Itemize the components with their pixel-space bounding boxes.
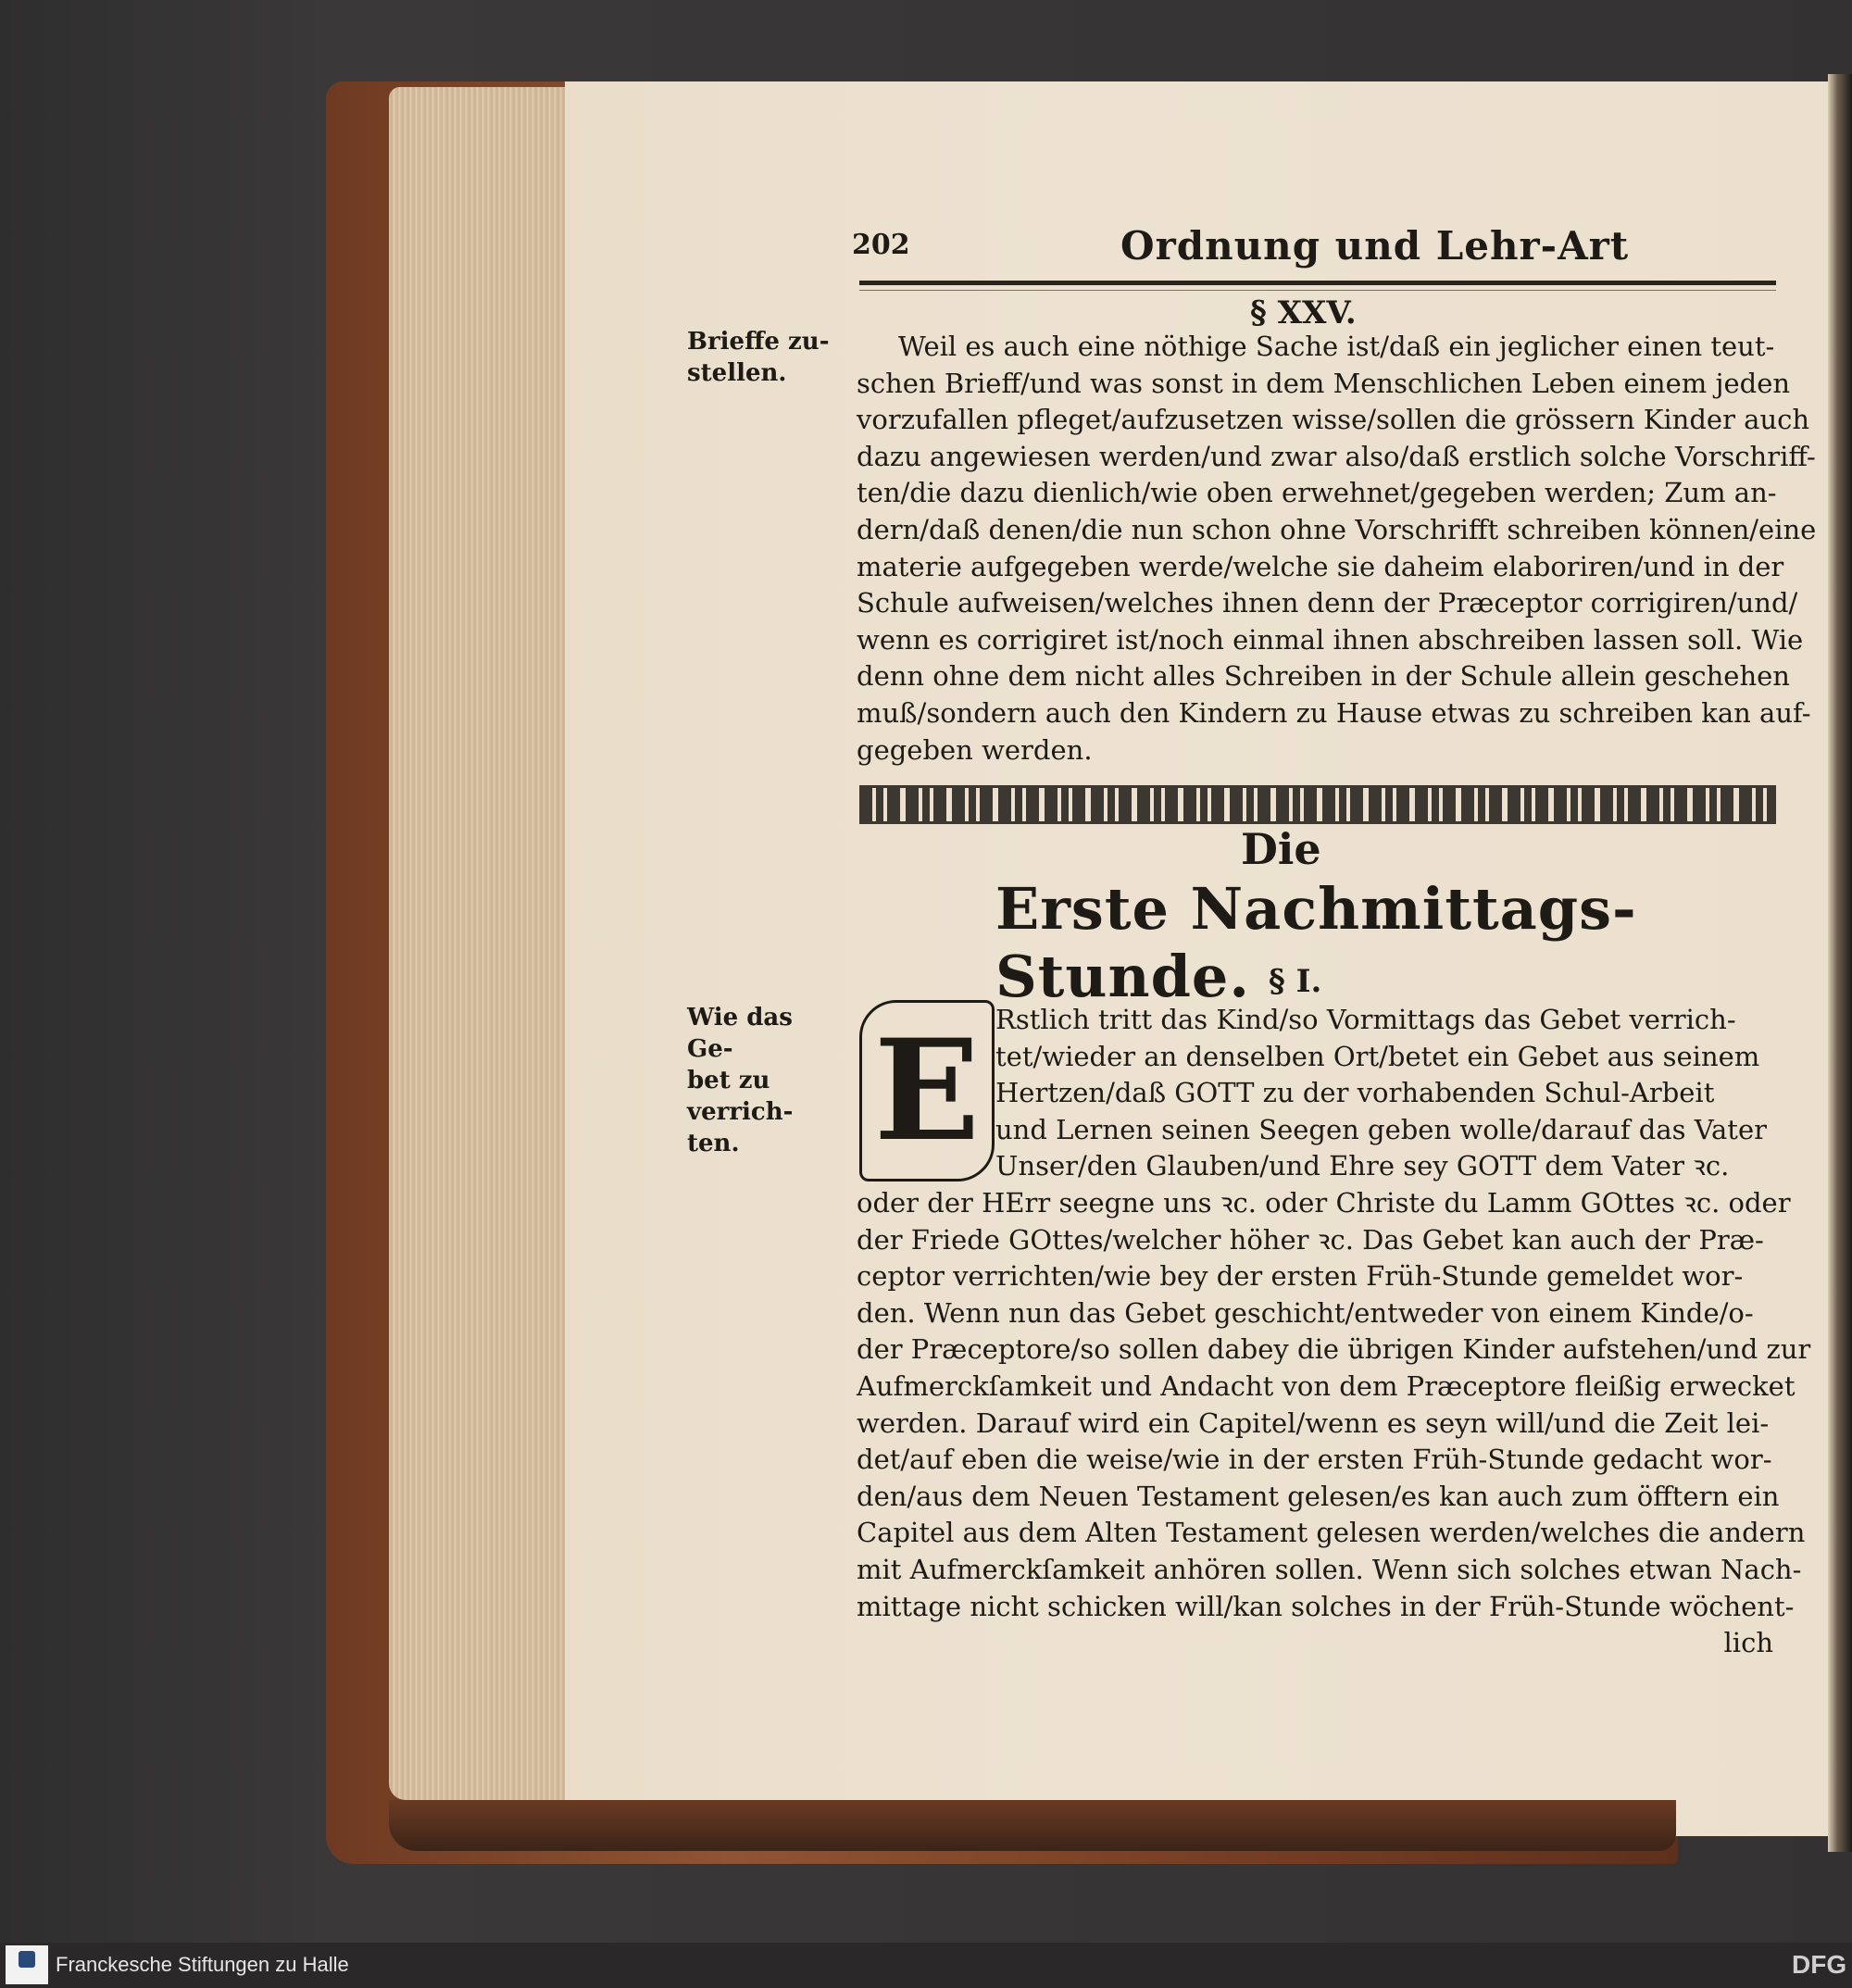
- text-line: ten/die dazu dienlich/wie oben erwehnet/gegeben werden; Zum an-: [857, 477, 1777, 509]
- text-line: Unser/den Glauben/und Ehre sey GOTT dem Vater ꝛc.: [995, 1150, 1730, 1182]
- text-line: tet/wieder an denselben Ort/betet ein Gebet aus seinem: [995, 1040, 1760, 1072]
- text-line: Hertzen/daß GOTT zu der vorhabenden Schul-Arbeit: [995, 1077, 1715, 1109]
- text-line: mittage nicht schicken will/kan solches in der Früh-Stunde wöchent-: [857, 1590, 1795, 1622]
- text-line: muß/sondern auch den Kindern zu Hause etwas zu schreiben kan auf-: [857, 696, 1811, 729]
- header-rule: [859, 281, 1776, 285]
- text-line: vorzufallen pfleget/aufzusetzen wisse/sollen die grössern Kinder auch: [857, 404, 1810, 436]
- running-head: Ordnung und Lehr-Art: [1120, 223, 1630, 269]
- section-xxv-body: [857, 329, 1817, 769]
- chapter-title: Erste Nachmittags-Stunde.: [995, 875, 1637, 1010]
- text-line: det/auf eben die weise/wie in der ersten Früh-Stunde gedacht wor-: [857, 1444, 1772, 1476]
- text-line: oder der HErr seegne uns ꝛc. oder Christe du Lamm GOttes ꝛc. oder: [857, 1187, 1791, 1219]
- text-line: werden. Darauf wird ein Capitel/wenn es seyn will/und die Zeit lei-: [857, 1407, 1770, 1439]
- dfg-logo[interactable]: DFG: [1792, 1950, 1847, 1979]
- text-line: der Friede GOttes/welcher höher ꝛc. Das Gebet kan auch der Præ-: [857, 1223, 1764, 1256]
- institution-name: Franckesche Stiftungen zu Halle: [56, 1953, 349, 1976]
- page-header: [852, 223, 1778, 275]
- text-line: dazu angewiesen werden/und zwar also/daß erstlich solche Vorschriff-: [857, 440, 1816, 472]
- text-line: den. Wenn nun das Gebet geschicht/entweder von einem Kinde/o-: [857, 1296, 1754, 1329]
- text-line: Capitel aus dem Alten Testament gelesen werden/welches die andern: [857, 1517, 1806, 1549]
- text-line: und Lernen seinen Seegen geben wolle/darauf das Vater: [995, 1113, 1767, 1145]
- text-line: Schule aufweisen/welches ihnen denn der Præceptor corrigiren/und/: [857, 587, 1798, 619]
- section-xxv-heading: § XXV.: [1250, 294, 1357, 331]
- catchword: lich: [1723, 1627, 1773, 1659]
- text-line: der Præceptore/so sollen dabey die übrigen Kinder aufstehen/und zur: [857, 1333, 1811, 1366]
- ornamental-divider: [859, 785, 1776, 824]
- text-line: wenn es corrigiret ist/noch einmal ihnen abschreiben lassen soll. Wie: [857, 623, 1804, 656]
- text-line: schen Brieff/und was sonst in dem Menschlichen Leben einem jeden: [857, 367, 1791, 399]
- text-line: dern/daß denen/die nun schon ohne Vorschrifft schreiben können/eine: [857, 513, 1817, 545]
- text-line: gegeben werden.: [857, 733, 1093, 766]
- page-number: 202: [852, 229, 910, 261]
- header-rule-thin: [859, 290, 1776, 291]
- text-line: Rstlich tritt das Kind/so Vormittags das Gebet verrich-: [995, 1004, 1736, 1035]
- text-line: Weil es auch eine nöthige Sache ist/daß ein jeglicher einen teut-: [898, 331, 1775, 362]
- text-line: Aufmerckſamkeit und Andacht von dem Præceptore fleißig erwecket: [857, 1369, 1796, 1402]
- text-line: mit Aufmerckſamkeit anhören sollen. Wenn sich solches etwan Nach-: [857, 1553, 1802, 1585]
- institution-logo[interactable]: [6, 1945, 48, 1984]
- text-line: ceptor verrichten/wie bey der ersten Früh-Stunde gemeldet wor-: [857, 1260, 1744, 1293]
- cover-bottom: [389, 1800, 1676, 1851]
- margin-note-gebet: Wie das Ge- bet zu verrich- ten.: [687, 1004, 794, 1157]
- decorated-initial: E: [859, 1000, 995, 1182]
- text-line: materie aufgegeben werde/welche sie daheim elaboriren/und in der: [857, 550, 1784, 582]
- logo-icon: [19, 1951, 35, 1968]
- section-1-body: [857, 1185, 1811, 1662]
- section-1-intro: [995, 1002, 1773, 1185]
- section-1-heading: § I.: [1269, 963, 1322, 1000]
- text-line: denn ohne dem nicht alles Schreiben in der Schule allein geschehen: [857, 660, 1790, 693]
- margin-note-brieffe: Brieffe zu- stellen.: [687, 328, 830, 387]
- page-edges: [389, 87, 583, 1800]
- chapter-title-die: Die: [1241, 824, 1321, 874]
- text-line: den/aus dem Neuen Testament gelesen/es kan auch zum öfftern ein: [857, 1480, 1780, 1512]
